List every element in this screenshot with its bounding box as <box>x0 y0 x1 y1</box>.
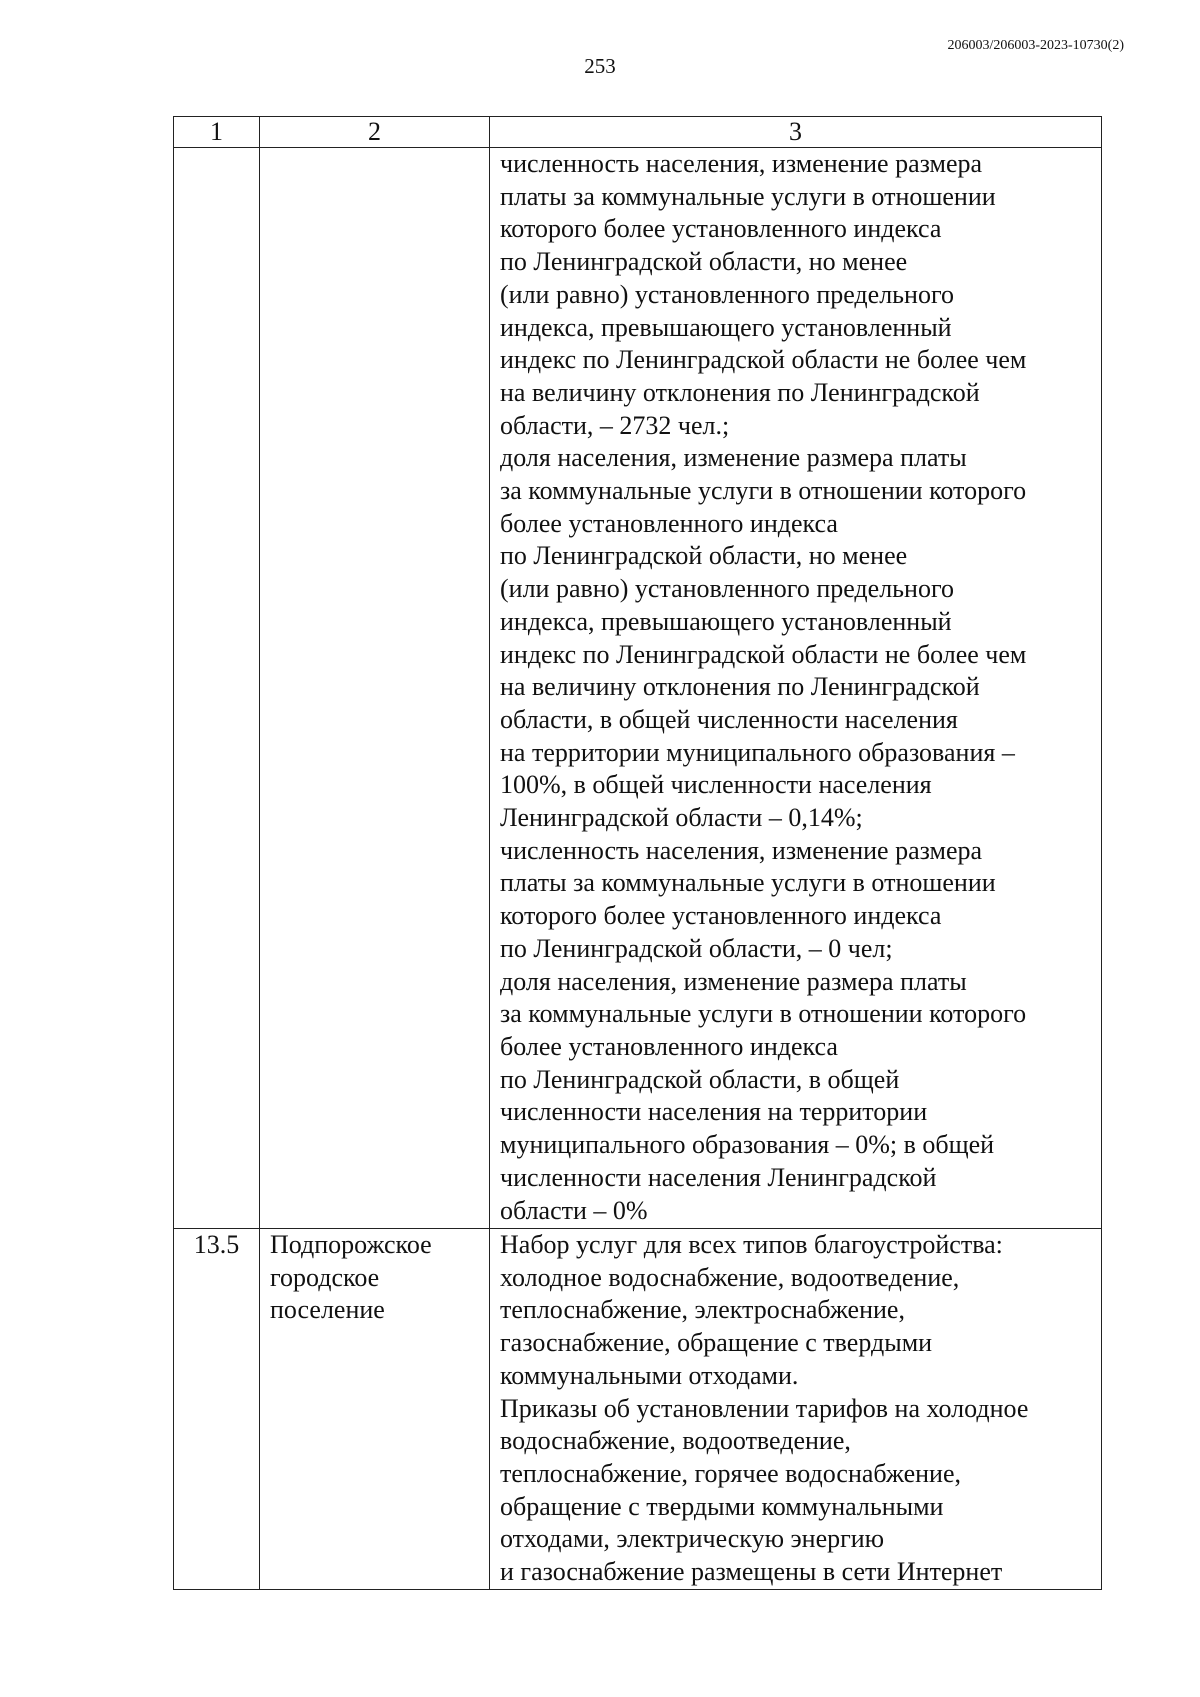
text-line: которого более установленного индекса <box>500 901 942 931</box>
text-line: 100%, в общей численности населения <box>500 770 932 800</box>
text-line: поселение <box>270 1295 385 1325</box>
text-line: индекс по Ленинградской области не более чем <box>500 639 1027 669</box>
text-line: численность населения, изменение размера <box>500 149 983 178</box>
text-line: платы за коммунальные услуги в отношении <box>500 181 996 211</box>
row-number-cell <box>174 148 260 1229</box>
text-line: городское <box>270 1262 380 1292</box>
text-line: коммунальными отходами. <box>500 1360 799 1390</box>
text-line: численности населения Ленинградской <box>500 1162 937 1192</box>
text-line: Подпорожское <box>270 1230 432 1259</box>
text-line: теплоснабжение, электроснабжение, <box>500 1295 905 1325</box>
text-line: по Ленинградской области, – 0 чел; <box>500 933 893 963</box>
row-text-cell <box>490 148 1102 1229</box>
text-line: индекса, превышающего установленный <box>500 312 952 342</box>
text-line: по Ленинградской области, в общей <box>500 1064 900 1094</box>
text-line: холодное водоснабжение, водоотведение, <box>500 1262 960 1292</box>
text-line: и газоснабжение размещены в сети Интернет <box>500 1557 1003 1587</box>
text-line: доля населения, изменение размера платы <box>500 443 967 473</box>
text-line: области, – 2732 чел.; <box>500 410 730 440</box>
text-line: численность населения, изменение размера <box>500 835 983 865</box>
text-line: на величину отклонения по Ленинградской <box>500 377 980 407</box>
text-line: на территории муниципального образования – <box>500 737 1015 767</box>
text-line: индекс по Ленинградской области не более чем <box>500 345 1027 375</box>
row-name-cell <box>260 1229 490 1590</box>
text-line: обращение с твердыми коммунальными <box>500 1491 944 1521</box>
text-line: по Ленинградской области, но менее <box>500 247 908 277</box>
text-line: (или равно) установленного предельного <box>500 574 954 604</box>
text-line: доля населения, изменение размера платы <box>500 966 967 996</box>
column-header-1: 1 <box>174 117 260 148</box>
row-name-cell <box>260 148 490 1229</box>
text-line: Ленинградской области – 0,14%; <box>500 803 863 833</box>
text-line: по Ленинградской области, но менее <box>500 541 908 571</box>
row-text-cell <box>490 1229 1102 1590</box>
text-line: более установленного индекса <box>500 508 838 538</box>
data-table <box>173 116 1102 1590</box>
text-line: области, в общей численности населения <box>500 704 958 734</box>
text-line: области – 0% <box>500 1195 648 1225</box>
row-number-cell: 13.5 <box>174 1229 260 1590</box>
table-row <box>174 1229 1102 1590</box>
column-header-2: 2 <box>260 117 490 148</box>
text-line: теплоснабжение, горячее водоснабжение, <box>500 1458 962 1488</box>
text-line: индекса, превышающего установленный <box>500 606 952 636</box>
text-line: водоснабжение, водоотведение, <box>500 1426 851 1456</box>
page-number: 253 <box>584 54 616 78</box>
text-line: численности населения на территории <box>500 1097 928 1127</box>
text-line: Набор услуг для всех типов благоустройства: <box>500 1230 1003 1259</box>
text-line: газоснабжение, обращение с твердыми <box>500 1328 933 1358</box>
table-row <box>174 148 1102 1229</box>
text-line: платы за коммунальные услуги в отношении <box>500 868 996 898</box>
text-line: Приказы об установлении тарифов на холодное <box>500 1393 1029 1423</box>
text-line: более установленного индекса <box>500 1031 838 1061</box>
table-header-row <box>174 117 1102 148</box>
document-id: 206003/206003-2023-10730(2) <box>947 38 1124 53</box>
text-line: (или равно) установленного предельного <box>500 279 954 309</box>
text-line: на величину отклонения по Ленинградской <box>500 672 980 702</box>
text-line: отходами, электрическую энергию <box>500 1524 885 1554</box>
text-line: муниципального образования – 0%; в общей <box>500 1130 995 1160</box>
text-line: за коммунальные услуги в отношении которого <box>500 476 1027 506</box>
column-header-3: 3 <box>490 117 1102 148</box>
text-line: которого более установленного индекса <box>500 214 942 244</box>
text-line: за коммунальные услуги в отношении которого <box>500 999 1027 1029</box>
